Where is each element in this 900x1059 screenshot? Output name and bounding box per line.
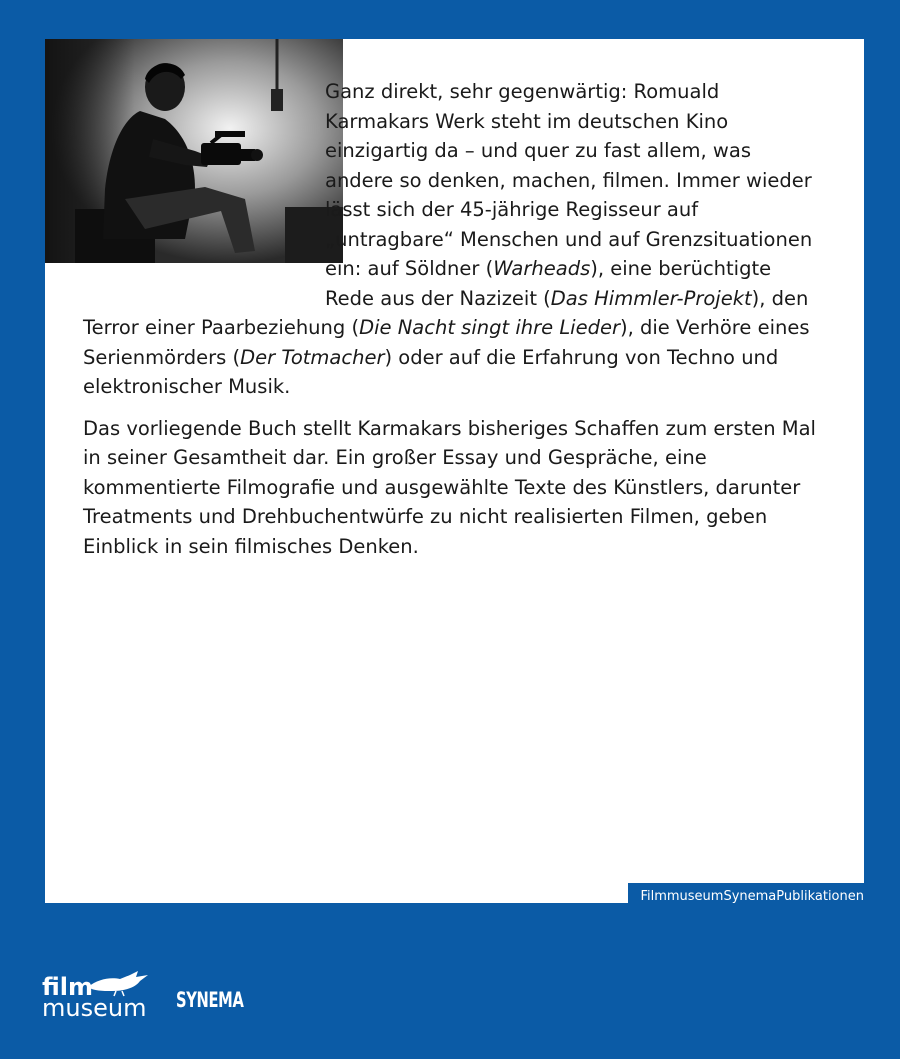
paragraph-1-text: ), eine berüchtigte Rede aus der Nazizeit ( <box>325 257 772 310</box>
logo-museum-text: museum <box>42 994 147 1022</box>
logo-film-text: film <box>42 973 94 1001</box>
film-title-nacht-singt: Die Nacht singt ihre Lieder <box>359 316 620 339</box>
film-title-warheads: Warheads <box>493 257 591 280</box>
paragraph-1-text: ) oder auf die Erfahrung von Techno und elektronischer Musik. <box>83 345 779 398</box>
paragraph-1-text: ), die Verhöre eines Serienmörders ( <box>83 316 810 369</box>
film-title-himmler-projekt: Das Himmler-Projekt <box>550 286 752 310</box>
filmmuseum-logo <box>40 965 170 1025</box>
back-cover-panel <box>45 39 864 903</box>
blurb-text <box>83 77 825 561</box>
blurb-paragraph-2: Das vorliegende Buch stellt Karmakars bisheriges Schaffen zum ersten Mal in seiner Gesamtheit dar. Ein großer Essay und Gespräche, eine kommentierte Filmografie und ausgewählte Texte des Künstlers, darunter Treatments und Drehbuchentwürfe zu nicht realisierten Filmen, geben Einblick in sein filmisches Denken. <box>83 416 816 558</box>
synema-logo: SYNEMA <box>176 988 244 1012</box>
blurb-paragraph-1 <box>83 77 825 402</box>
film-title-totmacher: Der Totmacher <box>240 345 385 369</box>
paragraph-1-text: ), den Terror einer Paarbeziehung ( <box>83 286 809 339</box>
series-label: FilmmuseumSynemaPublikationen <box>628 883 864 911</box>
paragraph-1-text: Ganz direkt, sehr gegenwärtig: Romuald Karmakars Werk steht im deutschen Kino einzigartig da – und quer zu fast allem, was andere so denken, machen, filmen. Immer wieder lässt sich der 45-jährige Regisseur auf „untragbare“ Menschen und auf Grenzsituationen ein: auf Söldner ( <box>325 80 813 280</box>
bird-icon <box>86 969 152 997</box>
